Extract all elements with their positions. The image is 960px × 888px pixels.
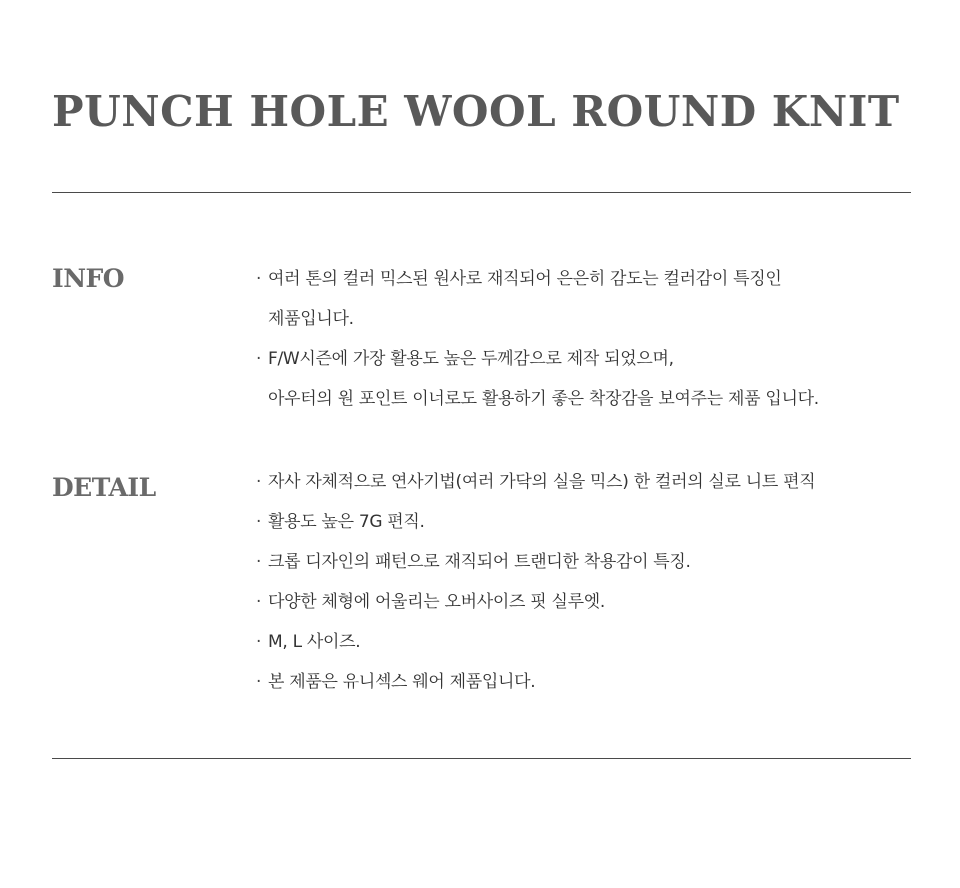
info-item [256, 339, 819, 419]
detail-item [256, 662, 815, 702]
detail-item-text: 본 제품은 유니섹스 웨어 제품입니다. [268, 672, 536, 692]
bullet-dot: · [256, 672, 262, 692]
detail-item [256, 582, 815, 622]
detail-item [256, 502, 815, 542]
bullet-dot: · [256, 592, 262, 612]
bullet-dot: · [256, 552, 262, 572]
detail-list [256, 462, 815, 702]
bullet-dot: · [256, 512, 262, 532]
bullet-dot: · [256, 472, 262, 492]
bullet-dot: · [256, 269, 262, 289]
detail-item [256, 542, 815, 582]
info-heading: INFO [52, 264, 125, 293]
info-item-text: 제품입니다. [268, 309, 354, 329]
bullet-dot: · [256, 349, 262, 369]
detail-item-text: 자사 자체적으로 연사기법(여러 가닥의 실을 믹스) 한 컬러의 실로 니트 편직 [268, 472, 816, 492]
info-item-text: F/W시즌에 가장 활용도 높은 두께감으로 제작 되었으며, [268, 349, 674, 369]
detail-item-text: 활용도 높은 7G 편직. [268, 512, 425, 532]
bullet-dot: · [256, 632, 262, 652]
info-item-text: 여러 톤의 컬러 믹스된 원사로 재직되어 은은히 감도는 컬러감이 특징인 [268, 269, 782, 289]
detail-item-text: 크롭 디자인의 패턴으로 재직되어 트랜디한 착용감이 특징. [268, 552, 691, 572]
info-item [256, 259, 819, 339]
detail-item [256, 622, 815, 662]
info-list [256, 259, 819, 419]
detail-item-text: M, L 사이즈. [268, 632, 361, 652]
detail-item [256, 462, 815, 502]
detail-item-text: 다양한 체형에 어울리는 오버사이즈 핏 실루엣. [268, 592, 605, 612]
top-divider [52, 192, 911, 193]
detail-heading: DETAIL [52, 473, 156, 502]
product-title: PUNCH HOLE WOOL ROUND KNIT [52, 87, 900, 136]
bottom-divider [52, 758, 911, 759]
info-item-text: 아우터의 원 포인트 이너로도 활용하기 좋은 착장감을 보여주는 제품 입니다. [268, 389, 819, 409]
